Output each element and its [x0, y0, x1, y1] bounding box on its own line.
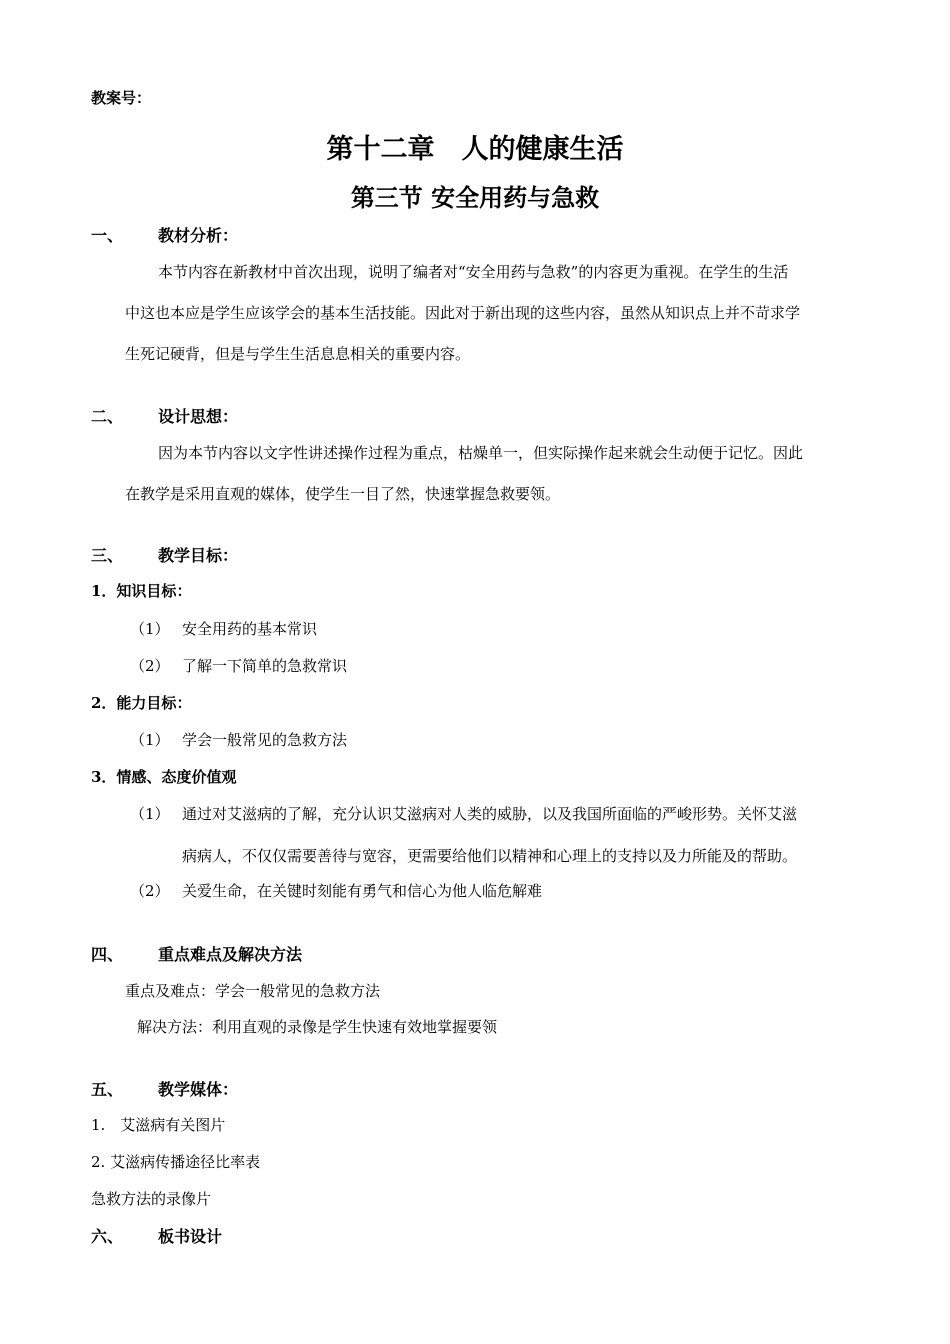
media-list-item: 急救方法的录像片	[91, 1190, 212, 1208]
heading-title-5: 教学媒体：	[158, 1080, 239, 1099]
paragraph-line: 解决方法：利用直观的录像是学生快速有效地掌握要领	[137, 1018, 498, 1036]
paragraph-line: 中这也本应是学生应该学会的基本生活技能。因此对于新出现的这些内容，虽然从知识点上并不苛求学	[125, 304, 801, 322]
subheading-knowledge: 1．知识目标：	[91, 582, 192, 600]
paragraph-line: 因为本节内容以文字性讲述操作过程为重点，枯燥单一，但实际操作起来就会生动便于记忆。因此	[158, 444, 804, 462]
heading-title-2: 设计思想：	[158, 407, 239, 426]
media-list-item: 2. 艾滋病传播途径比率表	[91, 1153, 261, 1171]
heading-title-6: 板书设计	[158, 1227, 223, 1246]
chapter-title: 第十二章 人的健康生活	[326, 134, 624, 165]
heading-title-4: 重点难点及解决方法	[158, 945, 303, 964]
list-item-text: 了解一下简单的急救常识	[182, 657, 348, 675]
list-item-text: 学会一般常见的急救方法	[182, 731, 348, 749]
heading-number-6: 六、	[91, 1227, 124, 1246]
lesson-number-label: 教案号：	[91, 89, 152, 107]
list-item-number: （1）	[130, 805, 170, 823]
subheading-ability: 2．能力目标：	[91, 694, 192, 712]
list-item-text: 安全用药的基本常识	[182, 620, 318, 638]
media-list-item: 1. 艾滋病有关图片	[91, 1116, 226, 1134]
heading-number-5: 五、	[91, 1080, 124, 1099]
heading-number-4: 四、	[91, 945, 124, 964]
list-item-number: （2）	[130, 882, 170, 900]
list-item-text-continued: 病病人，不仅仅需要善待与宽容，更需要给他们以精神和心理上的支持以及力所能及的帮助。	[182, 847, 798, 865]
list-item-text: 通过对艾滋病的了解，充分认识艾滋病对人类的威胁，以及我国所面临的严峻形势。关怀艾滋	[182, 805, 798, 823]
paragraph-line: 在教学是采用直观的媒体，使学生一目了然，快速掌握急救要领。	[125, 485, 561, 503]
paragraph-line: 重点及难点：学会一般常见的急救方法	[125, 982, 381, 1000]
heading-title-3: 教学目标：	[158, 546, 239, 565]
paragraph-line: 本节内容在新教材中首次出现，说明了编者对“安全用药与急救”的内容更为重视。在学生的生活	[158, 263, 789, 281]
heading-number-2: 二、	[91, 407, 124, 426]
list-item-text: 关爱生命，在关键时刻能有勇气和信心为他人临危解难	[182, 882, 543, 900]
section-title: 第三节 安全用药与急救	[350, 183, 600, 212]
heading-title-1: 教材分析：	[158, 226, 239, 245]
list-item-number: （1）	[130, 620, 170, 638]
subheading-attitude: 3．情感、态度价值观	[91, 768, 237, 786]
list-item-number: （2）	[130, 657, 170, 675]
paragraph-line: 生死记硬背，但是与学生生活息息相关的重要内容。	[125, 345, 471, 363]
heading-number-1: 一、	[91, 226, 124, 245]
list-item-number: （1）	[130, 731, 170, 749]
heading-number-3: 三、	[91, 546, 124, 565]
